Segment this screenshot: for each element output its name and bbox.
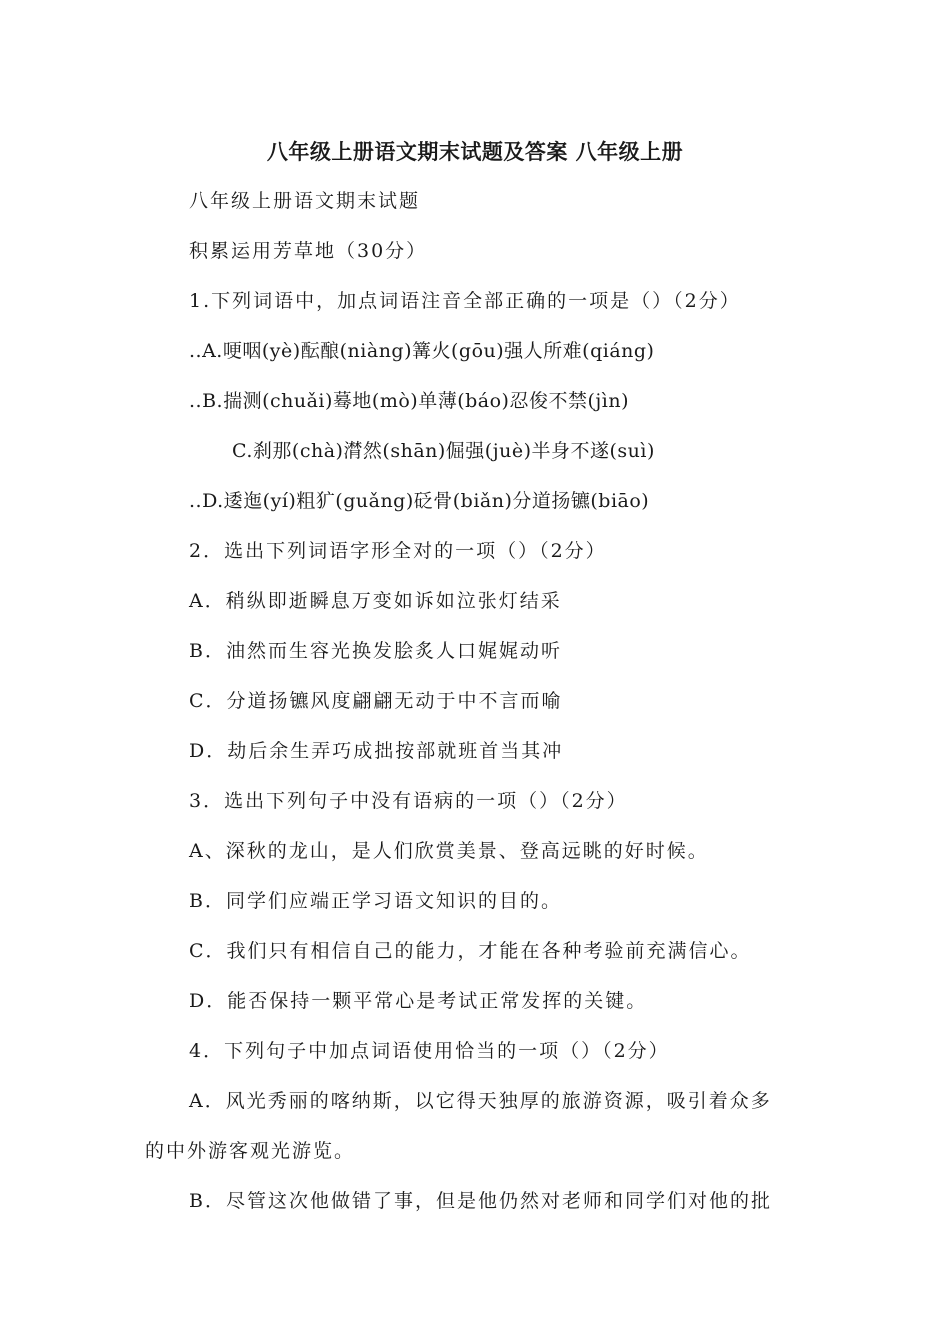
text-line: 3．选出下列句子中没有语病的一项（）（2分） xyxy=(189,790,628,812)
text-line: 积累运用芳草地（30分） xyxy=(189,240,428,262)
text-line: 4．下列句子中加点词语使用恰当的一项（）（2分） xyxy=(189,1040,670,1062)
text-line: B．尽管这次他做错了事，但是他仍然对老师和同学们对他的批 xyxy=(189,1190,772,1212)
text-line: D．劫后余生弄巧成拙按部就班首当其冲 xyxy=(189,740,564,762)
text-line: 1.下列词语中，加点词语注音全部正确的一项是（）（2分） xyxy=(189,290,741,312)
text-line: B．油然而生容光换发脍炙人口娓娓动听 xyxy=(189,640,562,662)
text-line: B．同学们应端正学习语文知识的目的。 xyxy=(189,890,562,912)
text-line: D．能否保持一颗平常心是考试正常发挥的关键。 xyxy=(189,990,648,1012)
text-line: 的中外游客观光游览。 xyxy=(145,1140,356,1162)
text-line: 八年级上册语文期末试题 xyxy=(189,190,421,212)
text-line: A、深秋的龙山，是人们欣赏美景、登高远眺的好时候。 xyxy=(189,840,709,862)
text-line: ..A.哽咽(yè)酝酿(niàng)篝火(gōu)强人所难(qiáng) xyxy=(189,340,655,362)
text-line: 2．选出下列词语字形全对的一项（）（2分） xyxy=(189,540,607,562)
text-line: C．我们只有相信自己的能力，才能在各种考验前充满信心。 xyxy=(189,940,752,962)
text-line: A．风光秀丽的喀纳斯，以它得天独厚的旅游资源，吸引着众多 xyxy=(189,1090,772,1112)
document-title: 八年级上册语文期末试题及答案 八年级上册 xyxy=(266,140,684,164)
text-line: ..B.揣测(chuǎi)蓦地(mò)单薄(báo)忍俊不禁(jìn) xyxy=(189,390,629,412)
text-line: C．分道扬镳风度翩翩无动于中不言而喻 xyxy=(189,690,563,712)
text-line: ..D.逶迤(yí)粗犷(guǎng)砭骨(biǎn)分道扬镳(biāo) xyxy=(189,490,650,512)
text-line: A．稍纵即逝瞬息万变如诉如泣张灯结采 xyxy=(189,590,562,612)
text-line: C.刹那(chà)潸然(shān)倔强(juè)半身不遂(suì) xyxy=(232,440,655,462)
